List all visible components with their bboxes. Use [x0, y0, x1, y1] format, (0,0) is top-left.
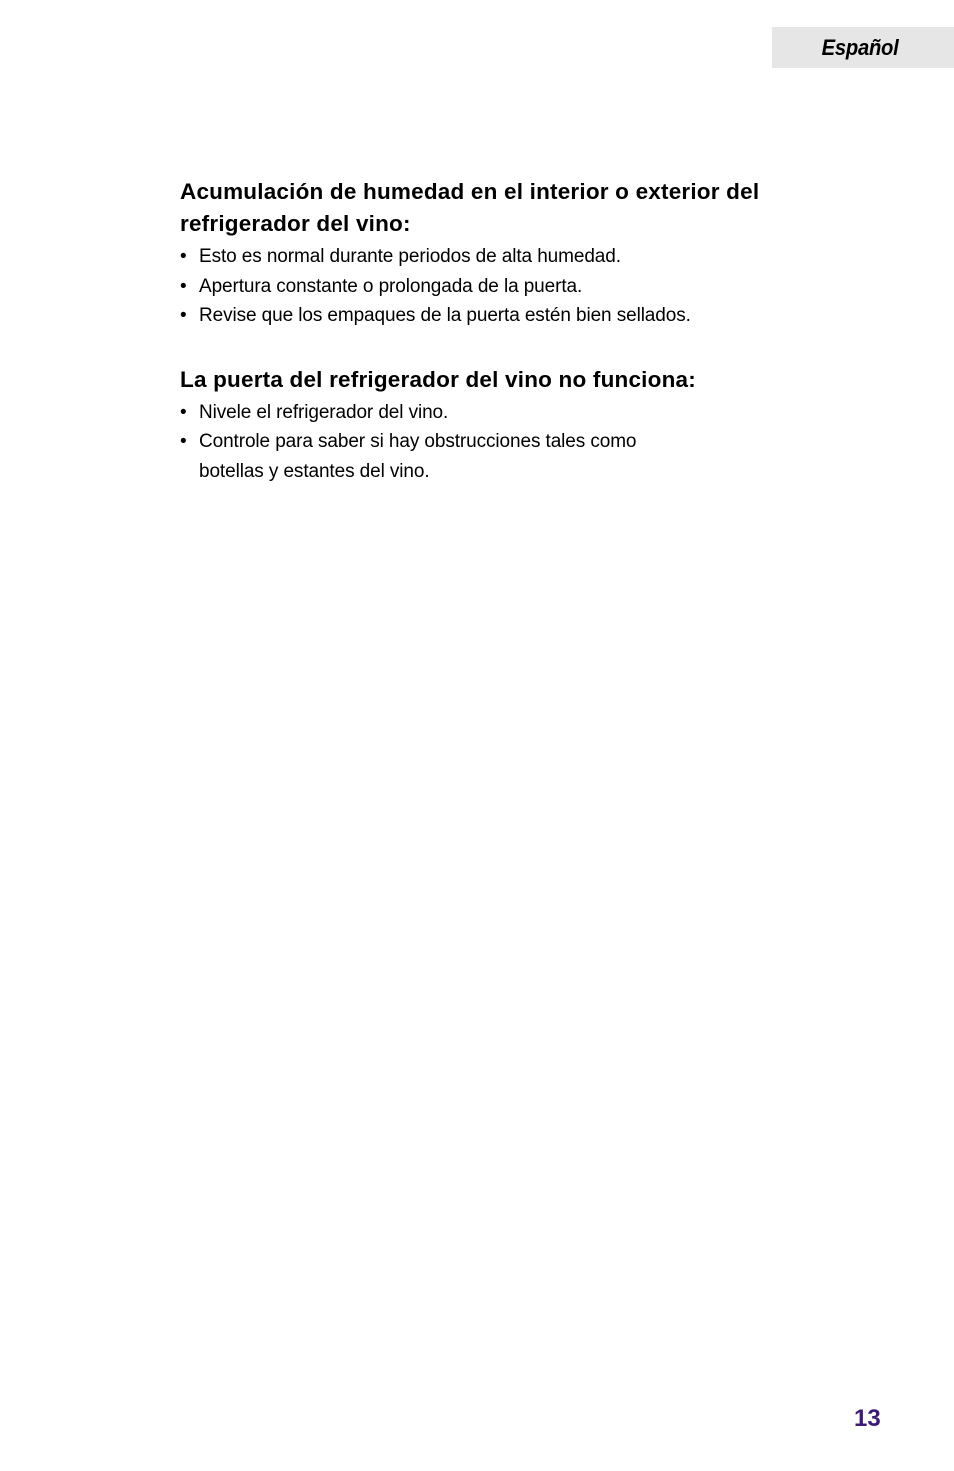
bullet-icon: •	[180, 431, 187, 452]
bullet-icon: •	[180, 275, 187, 297]
list-item	[180, 242, 840, 272]
list-item	[180, 427, 699, 486]
list-item-text: Apertura constante o prolongada de la puerta.	[199, 275, 583, 297]
language-label: Español	[821, 34, 898, 60]
page-content	[180, 176, 840, 519]
list-item	[180, 398, 840, 428]
list-item	[180, 301, 840, 331]
bullet-list	[180, 242, 840, 331]
bullet-list	[180, 398, 840, 487]
list-item	[180, 272, 840, 302]
language-tab	[772, 27, 954, 68]
list-item-text: Esto es normal durante periodos de alta humedad.	[199, 246, 621, 267]
section-heading: La puerta del refrigerador del vino no funciona:	[180, 366, 696, 392]
section-heading: Acumulación de humedad en el interior o exterior del refrigerador del vino:	[180, 179, 760, 236]
bullet-icon: •	[180, 305, 187, 326]
list-item-text: Revise que los empaques de la puerta estén bien sellados.	[199, 305, 691, 326]
list-item-text: Nivele el refrigerador del vino.	[199, 401, 449, 423]
section-humidity	[180, 176, 840, 331]
bullet-icon: •	[180, 246, 187, 267]
bullet-icon: •	[180, 401, 187, 423]
section-door	[180, 364, 840, 487]
list-item-text: Controle para saber si hay obstrucciones tales como botellas y estantes del vino.	[199, 431, 637, 482]
page-number: 13	[854, 1405, 881, 1432]
